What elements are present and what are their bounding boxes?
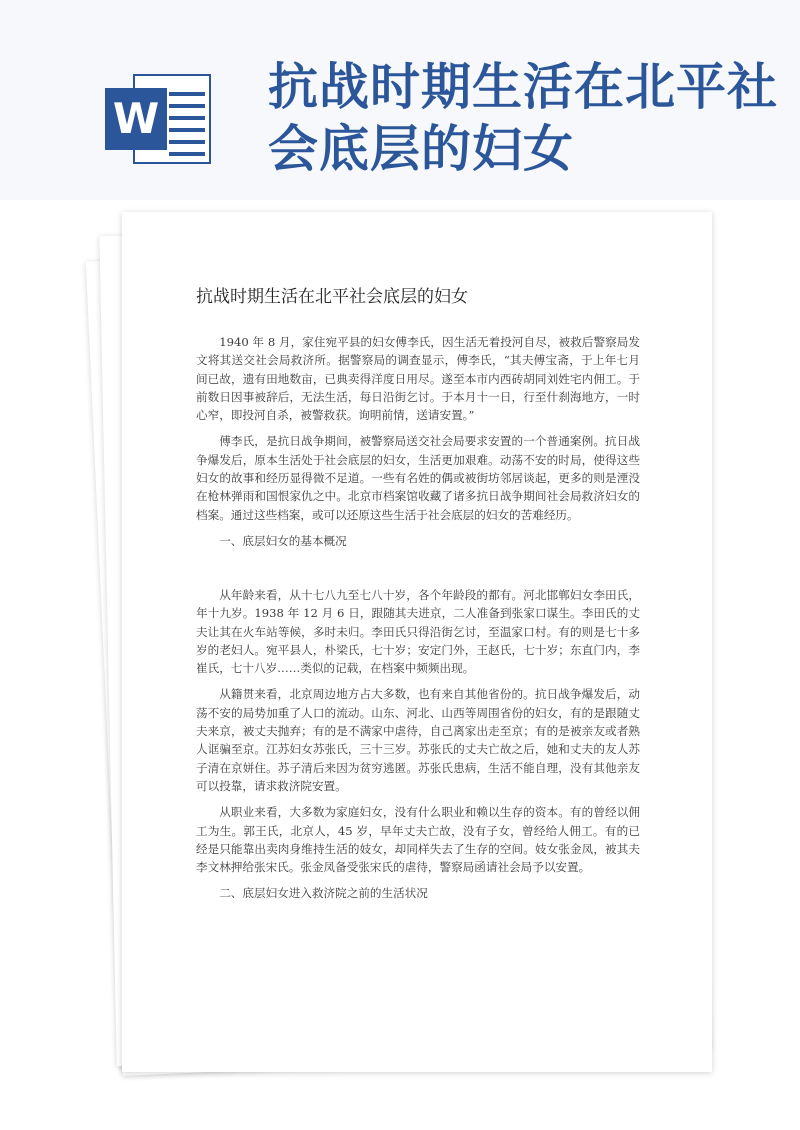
- word-document-icon: [103, 66, 213, 168]
- header-title: 抗战时期生活在北平社会底层的妇女: [268, 58, 778, 178]
- paragraph: 从职业来看，大多数为家庭妇女，没有什么职业和赖以生存的资本。有的曾经以佣工为生。郭王氏，北京人，45 岁，早年丈夫亡故，没有子女，曾经给人佣工。有的已经是只能靠出卖肉身维持生活的妓女，却同样失去了生存的空间。妓女张金凤，被其夫李文林押给张宋氏。张金凤备受张宋氏的虐待，警察局函请社会局予以安置。: [196, 805, 640, 875]
- paragraph: 从年龄来看，从十七八九至七八十岁，各个年龄段的都有。河北邯郸妇女李田氏，年十九岁。1938 年 12 月 6 日，跟随其夫进京，二人准备到张家口谋生。李田氏的丈夫让其在火车站等候，多时未归。李田氏只得沿街乞讨，至温家口村。有的则是七十多岁的老妇人。宛平县人，朴梁氏，七十岁；安定门外，王赵氏，七十岁；东直门内，李崔氏，七十八岁……类似的记载，在档案中频频出现。: [196, 587, 640, 676]
- document-title: 抗战时期生活在北平社会底层的妇女: [196, 287, 468, 307]
- section-heading: 二、底层妇女进入救济院之前的生活状况: [219, 886, 428, 901]
- paragraph: 从籍贯来看，北京周边地方占大多数，也有来自其他省份的。抗日战争爆发后，动荡不安的局势加重了人口的流动。山东、河北、山西等周围省份的妇女，有的是跟随丈夫来京，被丈夫抛弃；有的是不满家中虐待，自己离家出走至京；有的是被亲友或者熟人诓骗至京。江苏妇女苏张氏，三十三岁。苏张氏的丈夫亡故之后，她和丈夫的友人苏子清在京姘住。苏子清后来因为贫穷逃匿。苏张氏患病，生活不能自理，没有其他亲友可以投靠，请求救济院安置。: [196, 687, 640, 793]
- document-page: [122, 212, 712, 1072]
- paragraph: 1940 年 8 月，家住宛平县的妇女傅李氏，因生活无着投河自尽，被救后警察局发文将其送交社会局救济所。据警察局的调查显示，傅李氏，“其夫傅宝斋，于上年七月间已故，遗有田地数亩，已典卖得洋度日用尽。遂至本市内西砖胡同刘姓宅内佣工。于前数日因事被辞后，无法生活，每日沿街乞讨。于本月十一日，行至什刹海地方，一时心窄，即投河自杀，被警救获。询明前情，送请安置。”: [196, 335, 640, 423]
- word-letter: W: [105, 88, 167, 150]
- paragraph: 傅李氏，是抗日战争期间，被警察局送交社会局要求安置的一个普通案例。抗日战争爆发后，原本生活处于社会底层的妇女，生活更加艰难。动荡不安的时局，使得这些妇女的故事和经历显得微不足道。一些有名姓的偶或被街坊邻居谈起，更多的则是湮没在枪林弹雨和国恨家仇之中。北京市档案馆收藏了诸多抗日战争期间社会局救济妇女的档案。通过这些档案，或可以还原这些生活于社会底层的妇女的苦难经历。: [196, 434, 640, 522]
- section-heading: 一、底层妇女的基本概况: [219, 533, 347, 548]
- header-banner: [0, 0, 800, 200]
